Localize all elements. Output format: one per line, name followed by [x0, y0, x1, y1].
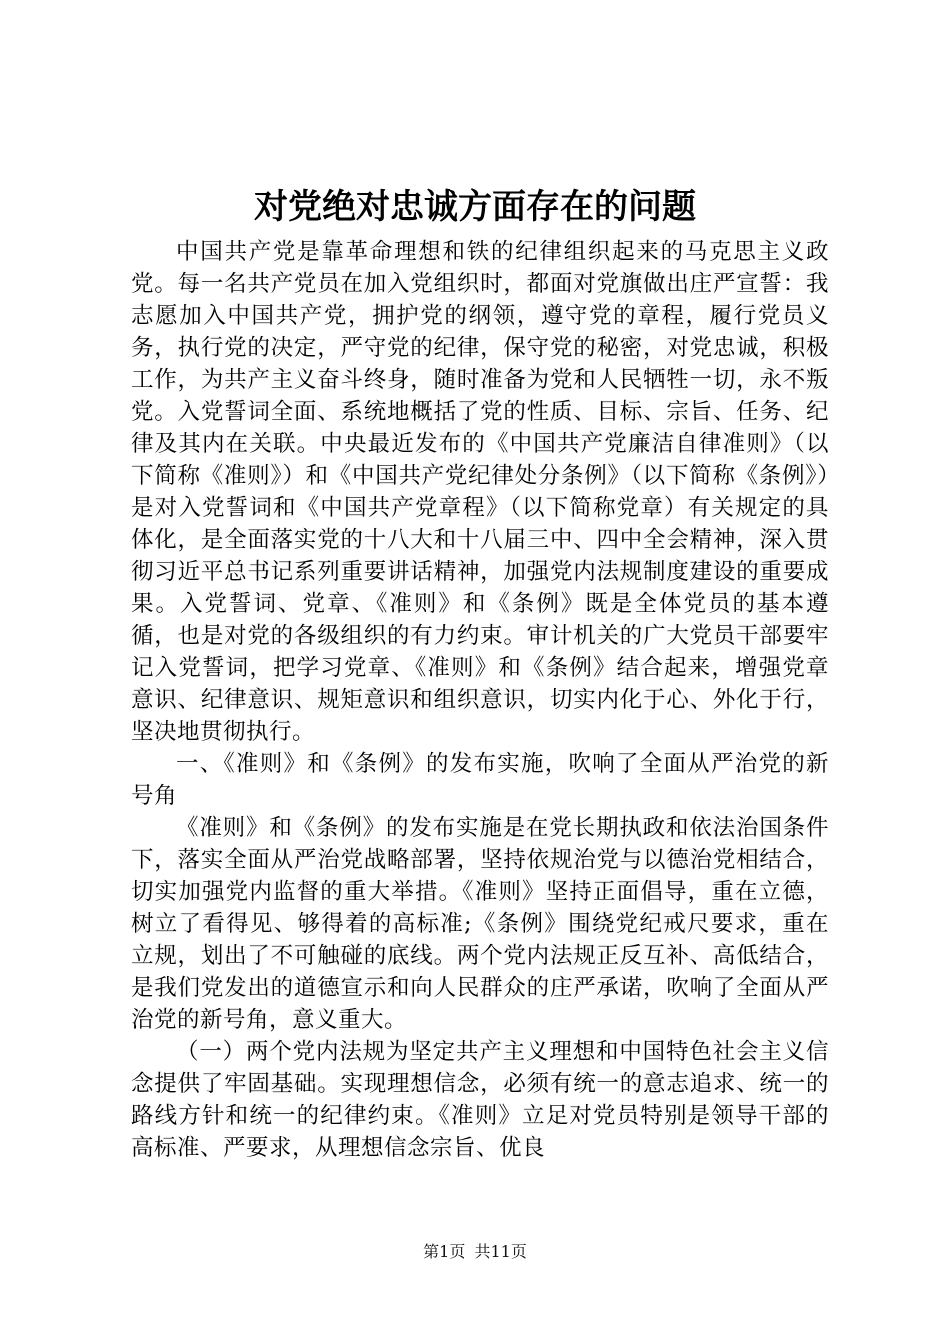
paragraph-intro: 中国共产党是靠革命理想和铁的纪律组织起来的马克思主义政党。每一名共产党员在加入党组织时，都面对党旗做出庄严宣誓：我志愿加入中国共产党，拥护党的纲领，遵守党的章程，履行党员义务，执行党的决定，严守党的纪律，保守党的秘密，对党忠诚，积极工作，为共产主义奋斗终身，随时准备为党和人民牺牲一切，永不叛党。入党誓词全面、系统地概括了党的性质、目标、宗旨、任务、纪律及其内在关联。中央最近发布的《中国共产党廉洁自律准则》（以下简称《准则》）和《中国共产党纪律处分条例》（以下简称《条例》）是对入党誓词和《中国共产党章程》（以下简称党章）有关规定的具体化，是全面落实党的十八大和十八届三中、四中全会精神，深入贯彻习近平总书记系列重要讲话精神，加强党内法规制度建设的重要成果。入党誓词、党章、《准则》和《条例》既是全体党员的基本遵循，也是对党的各级组织的有力约束。审计机关的广大党员干部要牢记入党誓词，把学习党章、《准则》和《条例》结合起来，增强党章意识、纪律意识、规矩意识和组织意识，切实内化于心、外化于行，坚决地贯彻执行。 [131, 239, 829, 745]
page-number: 第1页 [423, 1242, 466, 1261]
paragraph-section-1: 《准则》和《条例》的发布实施是在党长期执政和依法治国条件下，落实全面从严治党战略部署，坚持依规治党与以德治党相结合，切实加强党内监督的重大举措。《准则》坚持正面倡导，重在立德，树立了看得见、够得着的高标准;《条例》围绕党纪戒尺要求，重在立规，划出了不可触碰的底线。两个党内法规正反互补、高低结合，是我们党发出的道德宣示和向人民群众的庄严承诺，吹响了全面从严治党的新号角，意义重大。 [131, 815, 829, 1033]
paragraph-subsection-1: （一）两个党内法规为坚定共产主义理想和中国特色社会主义信念提供了牢固基础。实现理想信念，必须有统一的意志追求、统一的路线方针和统一的纪律约束。《准则》立足对党员特别是领导干部的高标准、严要求，从理想信念宗旨、优良 [131, 1039, 829, 1161]
page-footer [0, 1240, 950, 1264]
section-heading-1: 一、《准则》和《条例》的发布实施，吹响了全面从严治党的新号角 [131, 751, 829, 809]
document-title: 对党绝对忠诚方面存在的问题 [254, 187, 696, 227]
page-total: 共11页 [474, 1242, 527, 1261]
document-body [131, 236, 829, 1164]
